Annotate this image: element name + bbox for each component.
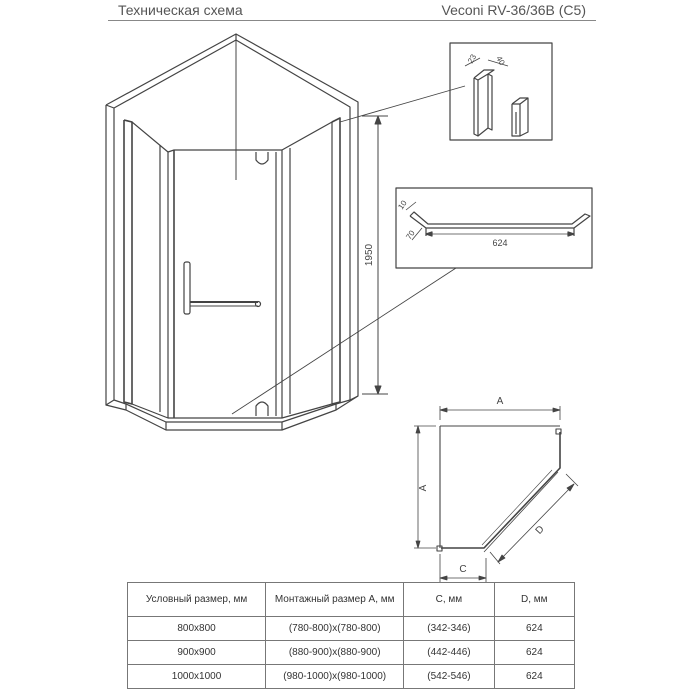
model-name: Veconi RV-36/36B (C5)	[441, 2, 586, 18]
table-cell: (542-546)	[404, 665, 494, 689]
table-cell: (880-900)x(880-900)	[266, 641, 404, 665]
table-header-cell: Монтажный размер А, мм	[266, 583, 404, 617]
handle-detail-box	[396, 188, 592, 268]
table-cell: 624	[494, 617, 574, 641]
table-cell: (342-346)	[404, 617, 494, 641]
table-header-cell: Условный размер, мм	[128, 583, 266, 617]
table-header-cell: D, мм	[494, 583, 574, 617]
table-cell: (780-800)x(780-800)	[266, 617, 404, 641]
plan-dimensions	[414, 406, 578, 582]
plan-label-a-left: A	[418, 484, 429, 492]
profile-label-depth: 40	[494, 54, 507, 67]
plan-label-c: C	[459, 564, 467, 575]
table-cell: 900x900	[128, 641, 266, 665]
table-cell: 1000x1000	[128, 665, 266, 689]
profile-label-width: 23	[465, 52, 479, 65]
table-cell: 624	[494, 665, 574, 689]
table-row	[128, 617, 575, 641]
table-header-row	[128, 583, 575, 617]
table-row	[128, 665, 575, 689]
document-title: Техническая схема	[118, 2, 243, 18]
table-cell: (980-1000)x(980-1000)	[266, 665, 404, 689]
side-panel-right	[282, 118, 340, 418]
table-cell: 624	[494, 641, 574, 665]
size-table	[127, 582, 575, 689]
handle-label-length: 624	[492, 238, 508, 248]
plan-label-d: D	[533, 523, 547, 537]
wall-left	[106, 34, 236, 405]
shower-tray	[106, 396, 358, 430]
door-handle	[184, 262, 261, 314]
table-cell: (442-446)	[404, 641, 494, 665]
table-row	[128, 641, 575, 665]
leader-line-handle	[232, 268, 456, 414]
side-panel-left	[124, 120, 168, 418]
door-panel	[168, 150, 282, 418]
handle-label-depth: 70	[404, 228, 417, 242]
plan-label-a-top: A	[496, 396, 504, 407]
height-label: 1950	[364, 243, 375, 267]
handle-label-offset: 10	[396, 198, 409, 212]
table-cell: 800x800	[128, 617, 266, 641]
table-header-cell: C, мм	[404, 583, 494, 617]
leader-line-profile	[340, 86, 465, 122]
